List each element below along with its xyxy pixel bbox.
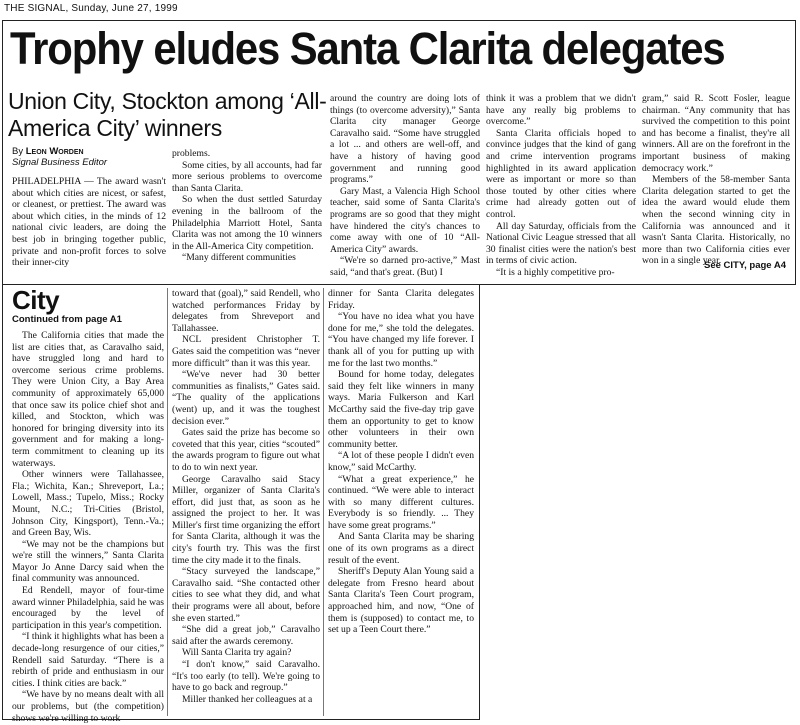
- byline-prefix: By: [12, 146, 24, 157]
- jump-paragraph: Will Santa Clarita try again?: [182, 647, 292, 659]
- jump-column-2: [172, 288, 320, 716]
- jump-paragraph: “What a great experience,” he continued. “We were able to interact with so many different cultures. Everybody is so friendly. ... They have some great programs.”: [328, 473, 474, 531]
- jump-column-1: [12, 330, 164, 724]
- jump-paragraph: Miller thanked her colleagues at a: [182, 693, 313, 705]
- front-paragraph: problems.: [172, 148, 211, 159]
- front-paragraph: Gary Mast, a Valencia High School teacher, said some of Santa Clarita's programs are so good that they might have hindered the city's chances to come away with one of 10 “All-America City” awards.: [330, 185, 480, 255]
- jump-paragraph: “She did a great job,” Caravalho said after the awards ceremony.: [172, 624, 320, 647]
- front-paragraph: All day Saturday, officials from the National Civic League stressed that all 30 finalist cities were the nation's best in terms of civic action.: [486, 220, 636, 267]
- front-paragraph: Santa Clarita officials hoped to convince judges that the kind of gang and crime intervention programs highlighted in its award application were as important or more so than those touted by other cities where crime had already gotten out of control.: [486, 127, 636, 220]
- column-rule: [167, 288, 168, 716]
- jump-paragraph: “We have by no means dealt with all our problems, but (the competition) shows we're willing to work: [12, 689, 164, 724]
- front-paragraph: So when the dust settled Saturday evening in the ballroom of the Philadelphia Marriott Hotel, Santa Clarita was not among the 10 winners in the All-America City competition.: [172, 194, 322, 252]
- jump-paragraph: Other winners were Tallahassee, Fla.; Wichita, Kan.; Shreveport, La.; Lowell, Mass.; Tupelo, Miss.; Rocky Mount, N.C.; Tri-Cities (Bristol, Johnson City, Kingsport), Tenn.-Va.; and Green Bay, Wis.: [12, 469, 164, 539]
- headline: Trophy eludes Santa Clarita delegates: [10, 23, 725, 74]
- column-rule: [323, 288, 324, 716]
- front-paragraph: around the country are doing lots of things (to overcome adversity),” Santa Clarita city manager George Caravalho said. “Some have struggled a lot ... and others are well-off, and have a history of having good government and running good programs.”: [330, 93, 480, 186]
- byline-author: Leon Worden: [25, 146, 84, 157]
- continued-from-label: Continued from page A1: [12, 314, 122, 325]
- jump-paragraph: Sheriff's Deputy Alan Young said a delegate from Fresno heard about Santa Clarita's Teen Court program, approached him, and now, “One of them is (supposed) to contact me, to set up a Teen Court there.”: [328, 566, 474, 636]
- front-column-2: [172, 148, 322, 280]
- jump-paragraph: “You have no idea what you have done for me,” she told the delegates. “You have changed my life forever. I thank all of you for putting up with me for the last two months.”: [328, 311, 474, 369]
- front-paragraph: gram,” said R. Scott Fosler, league chairman. “Any community that has survived the competition to this point and has become a finalist, they're all winners. All are on the forefront in the important business of making democracy work.”: [642, 93, 790, 174]
- byline: [12, 146, 172, 168]
- front-paragraph: “It is a highly competitive pro-: [496, 266, 615, 278]
- jump-paragraph: toward that (goal),” said Rendell, who watched performances Friday by delegates from Shreveport and Tallahassee.: [172, 288, 320, 334]
- front-column-4: [486, 93, 636, 280]
- front-paragraph: “Many different communities: [182, 252, 296, 264]
- front-paragraph: PHILADELPHIA — The award wasn't about which cities are nicest, or safest, or cleanest, or prettiest. The award was about which cities, in the minds of 12 national civic leaders, are doing the best job in bringing together public, private and non-profit forces to solve their inner-city: [12, 176, 166, 269]
- front-column-1: [12, 176, 166, 280]
- front-paragraph: think it was a problem that we didn't have any really big problems to overcome.”: [486, 93, 636, 128]
- jump-paragraph: NCL president Christopher T. Gates said the competition was “never more difficult” than it was this year.: [172, 334, 320, 369]
- jump-paragraph: “A lot of these people I didn't even know,” said McCarthy.: [328, 450, 474, 473]
- jump-column-3: [328, 288, 474, 716]
- jump-paragraph: “I don't know,” said Caravalho. “It's too early (to tell). We're going to have to go back and regroup.”: [172, 659, 320, 694]
- jump-headline: City: [12, 285, 60, 315]
- jump-paragraph: dinner for Santa Clarita delegates Friday.: [328, 288, 474, 311]
- front-paragraph: Members of the 58-member Santa Clarita delegation started to get the idea the award would elude them when the second winning city in California was announced and it wasn't Santa Clarita. Historically, no more than two California cities ever won in a single year.: [642, 174, 790, 267]
- jump-paragraph: And Santa Clarita may be sharing one of its own programs as a direct result of the event.: [328, 531, 474, 566]
- jump-paragraph: “We may not be the champions but we're still the winners,” Santa Clarita Mayor Jo Anne Darcy said when the final community was announced.: [12, 538, 164, 585]
- jump-paragraph: George Caravalho said Stacy Miller, organizer of Santa Clarita's effort, did just that, as soon as he assigned the project to her. It was Miller's first time organizing the effort for Santa Clarita, although it was the city's fourth try. This was the first time the city made it to the finals.: [172, 473, 320, 566]
- front-paragraph: “We're so darned pro-active,” Mast said, “and that's great. (But) I: [330, 255, 480, 278]
- jump-paragraph: “I think it highlights what has been a decade-long resurgence of our cities,” Rendell said Saturday. “There is a rebirth of pride and enthusiasm in our cities. I think cities are back.”: [12, 631, 164, 689]
- byline-role: Signal Business Editor: [12, 157, 108, 168]
- front-paragraph: Some cities, by all accounts, had far more serious problems to overcome than Santa Clarita.: [172, 159, 322, 194]
- jump-paragraph: Bound for home today, delegates said they felt like winners in many ways. Maria Fulkerson and Karl McCarthy said the five-day trip gave them an opportunity to get to know other volunteers in their own community better.: [328, 369, 474, 450]
- deck-subheadline: Union City, Stockton among ‘All-America City’ winners: [8, 88, 327, 141]
- jump-paragraph: Ed Rendell, mayor of four-time award winner Philadelphia, said he was encouraged by the level of participation in this year's competition.: [12, 585, 164, 631]
- jump-paragraph: Gates said the prize has become so coveted that this year, cities “scouted” the awards program to figure out what to do to win next year.: [172, 427, 320, 473]
- see-city-jump-reference: See CITY, page A4: [703, 260, 786, 271]
- masthead: THE SIGNAL, Sunday, June 27, 1999: [4, 3, 178, 14]
- front-column-3: [330, 93, 480, 280]
- jump-paragraph: The California cities that made the list are cities that, as Caravalho said, have struggled long and hard to overcome serious crime problems. They were Union City, a Bay Area community of approximately 65,000 that once saw its police chief shot and killed, and Stockton, which was honored for bringing diversity into its government and for making a long-term commitment to cleaning up its waterways.: [12, 330, 164, 469]
- jump-paragraph: “Stacy surveyed the landscape,” Caravalho said. “She contacted other cities to see what they did, and what their programs were all about, before she even started.”: [172, 566, 320, 624]
- jump-paragraph: “We've never had 30 better communities as finalists,” Gates said. “The quality of the applications (went) up, and it was the toughest decision ever.”: [172, 369, 320, 427]
